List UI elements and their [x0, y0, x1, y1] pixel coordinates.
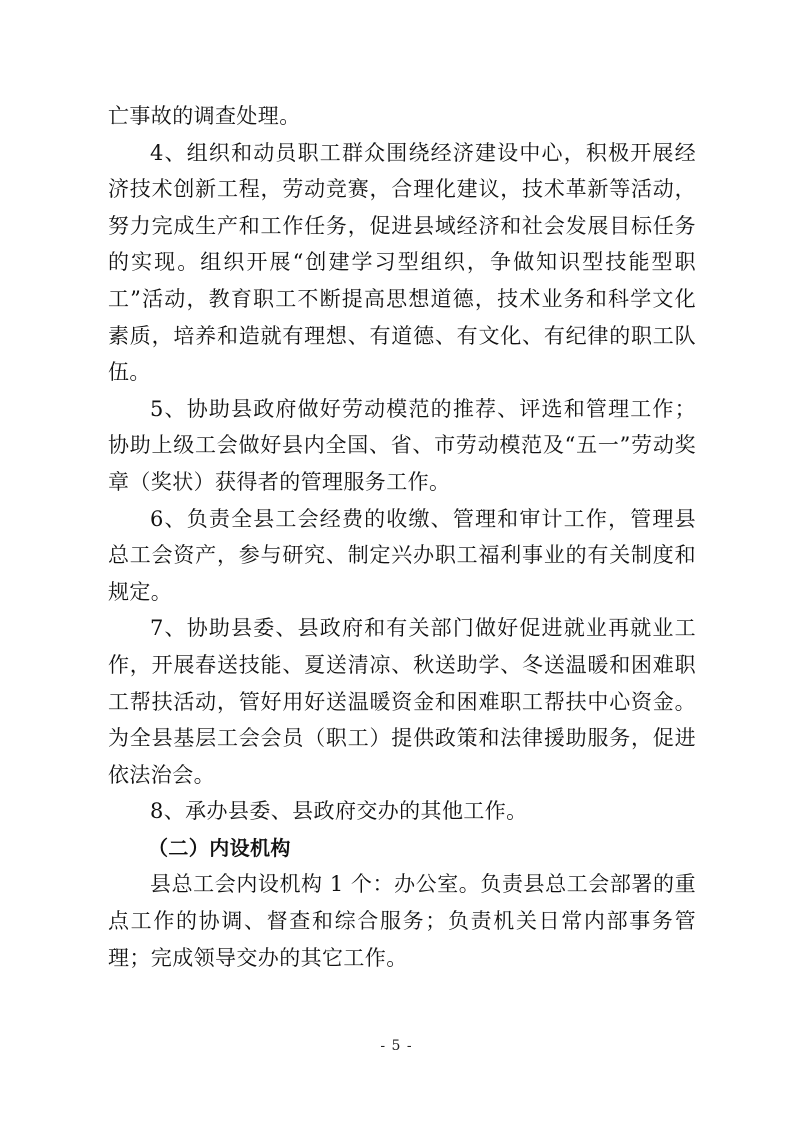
paragraph-item-7: 7、协助县委、县政府和有关部门做好促进就业再就业工作，开展春送技能、夏送清凉、秋送助学、冬送温暖和困难职工帮扶活动，管好用好送温暖资金和困难职工帮扶中心资金。为全县基层工会会员（职工）提供政策和法律援助服务，促进依法治会。: [108, 616, 696, 787]
paragraph-item-4: 4、组织和动员职工群众围绕经济建设中心，积极开展经济技术创新工程，劳动竞赛，合理化建议，技术革新等活动，努力完成生产和工作任务，促进县域经济和社会发展目标任务的实现。组织开展“创建学习型组织，争做知识型技能型职工”活动，教育职工不断提高思想道德，技术业务和科学文化素质，培养和造就有理想、有道德、有文化、有纪律的职工队伍。: [108, 140, 696, 385]
paragraph-internal-structure: 县总工会内设机构 1 个：办公室。负责县总工会部署的重点工作的协调、督查和综合服务；负责机关日常内部事务管理；完成领导交办的其它工作。: [108, 872, 696, 970]
page-number: - 5 -: [380, 1038, 413, 1054]
section-heading: （二）内设机构: [148, 835, 291, 860]
paragraph-continuation: 亡事故的调查处理。: [108, 104, 301, 128]
paragraph-item-8: 8、承办县委、县政府交办的其他工作。: [150, 799, 528, 824]
paragraph-item-6: 6、负责全县工会经费的收缴、管理和审计工作，管理县总工会资产，参与研究、制定兴办职工福利事业的有关制度和规定。: [108, 506, 696, 604]
paragraph-item-5: 5、协助县政府做好劳动模范的推荐、评选和管理工作；协助上级工会做好县内全国、省、市劳动模范及“五一”劳动奖章（奖状）获得者的管理服务工作。: [108, 396, 696, 494]
document-body: [108, 98, 696, 976]
